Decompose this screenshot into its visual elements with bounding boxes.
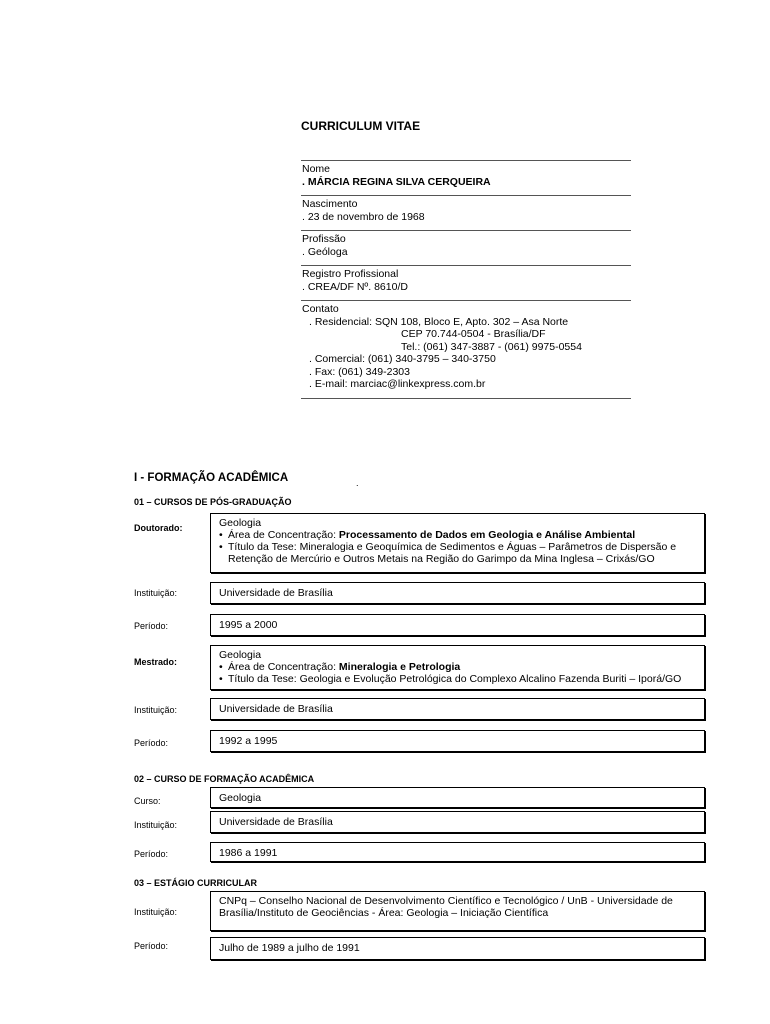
contato-tel: Tel.: (061) 347-3887 - (061) 9975-0554 bbox=[401, 340, 582, 353]
registro-value: . CREA/DF Nº. 8610/D bbox=[302, 280, 408, 293]
contato-cep: CEP 70.744-0504 - Brasília/DF bbox=[401, 328, 546, 340]
nome-value: . MÁRCIA REGINA SILVA CERQUEIRA bbox=[302, 175, 491, 188]
periodo-label: Período: bbox=[134, 621, 169, 631]
stray-dot: . bbox=[356, 478, 359, 488]
nascimento-label: Nascimento bbox=[302, 198, 358, 210]
section-title: I - FORMAÇÃO ACADÊMICA bbox=[134, 472, 289, 484]
profissao-value: . Geóloga bbox=[302, 245, 348, 258]
nascimento-block bbox=[301, 196, 631, 225]
mestrado-tese: • Título da Tese: Geologia e Evolução Petrológica do Complexo Alcalino Fazenda Buriti – Iporá/GO bbox=[228, 673, 696, 685]
curso-label: Curso: bbox=[134, 796, 161, 806]
personal-info-block bbox=[301, 146, 631, 399]
estagio-instituicao-box: CNPq – Conselho Nacional de Desenvolvimento Científico e Tecnológico / UnB - Universidade de Brasília/Instituto de Geociências - Área: Geologia – Iniciação Científica bbox=[210, 891, 705, 931]
nome-label: Nome bbox=[302, 163, 331, 175]
nome-block bbox=[301, 161, 631, 190]
pos-graduacao-subtitle: 01 – CURSOS DE PÓS-GRADUAÇÃO bbox=[134, 497, 292, 507]
instituicao-value-box: Universidade de Brasília bbox=[210, 811, 705, 833]
estagio-subtitle: 03 – ESTÁGIO CURRICULAR bbox=[134, 878, 258, 888]
mestrado-area-item bbox=[228, 661, 696, 673]
instituicao-label: Instituição: bbox=[134, 907, 178, 917]
contato-email: . E-mail: marciac@linkexpress.com.br bbox=[309, 378, 486, 390]
mestrado-course: Geologia bbox=[219, 649, 262, 661]
contato-label: Contato bbox=[302, 303, 339, 315]
instituicao-label: Instituição: bbox=[134, 705, 178, 715]
contato-fax: . Fax: (061) 349-2303 bbox=[309, 365, 410, 378]
instituicao-label: Instituição: bbox=[134, 588, 178, 598]
contato-residencial: . Residencial: SQN 108, Bloco E, Apto. 302 – Asa Norte bbox=[309, 315, 569, 328]
doutorado-area-prefix: Área de Concentração: bbox=[228, 529, 339, 541]
periodo-value-box: 1995 a 2000 bbox=[210, 614, 705, 636]
doutorado-tese: • Título da Tese: Mineralogia e Geoquímica de Sedimentos e Águas – Parâmetros de Dispersão e Retenção de Mercúrio e Outros Metais na Região do Garimpo da Mina Inglesa – Crixás/GO bbox=[228, 541, 696, 565]
doutorado-box bbox=[210, 513, 705, 573]
registro-block bbox=[301, 266, 631, 295]
periodo-label: Período: bbox=[134, 738, 169, 748]
formacao-subtitle: 02 – CURSO DE FORMAÇÃO ACADÊMICA bbox=[134, 774, 315, 784]
instituicao-value-box: Universidade de Brasília bbox=[210, 698, 705, 720]
mestrado-label: Mestrado: bbox=[134, 657, 178, 667]
periodo-label: Período: bbox=[134, 941, 169, 951]
profissao-block bbox=[301, 231, 631, 260]
instituicao-value-box: Universidade de Brasília bbox=[210, 582, 705, 604]
doutorado-course: Geologia bbox=[219, 517, 262, 529]
doutorado-area-item bbox=[228, 529, 696, 541]
contato-comercial: . Comercial: (061) 340-3795 – 340-3750 bbox=[309, 353, 496, 365]
mestrado-area-prefix: Área de Concentração: bbox=[228, 661, 339, 673]
doutorado-label: Doutorado: bbox=[134, 523, 183, 533]
registro-label: Registro Profissional bbox=[302, 268, 399, 280]
mestrado-area: Mineralogia e Petrologia bbox=[338, 661, 461, 673]
instituicao-label: Instituição: bbox=[134, 820, 178, 830]
estagio-periodo-box: Julho de 1989 a julho de 1991 bbox=[210, 937, 705, 960]
periodo-label: Período: bbox=[134, 849, 169, 859]
periodo-value-box: 1986 a 1991 bbox=[210, 842, 705, 862]
profissao-label: Profissão bbox=[302, 233, 346, 245]
periodo-value-box: 1992 a 1995 bbox=[210, 730, 705, 752]
doutorado-area: Processamento de Dados em Geologia e Análise Ambiental bbox=[338, 529, 636, 541]
divider bbox=[301, 398, 631, 399]
contato-block bbox=[301, 301, 631, 393]
mestrado-box bbox=[210, 645, 705, 690]
document-title: CURRICULUM VITAE bbox=[301, 119, 421, 133]
curso-value-box: Geologia bbox=[210, 787, 705, 808]
nascimento-value: . 23 de novembro de 1968 bbox=[302, 210, 425, 223]
